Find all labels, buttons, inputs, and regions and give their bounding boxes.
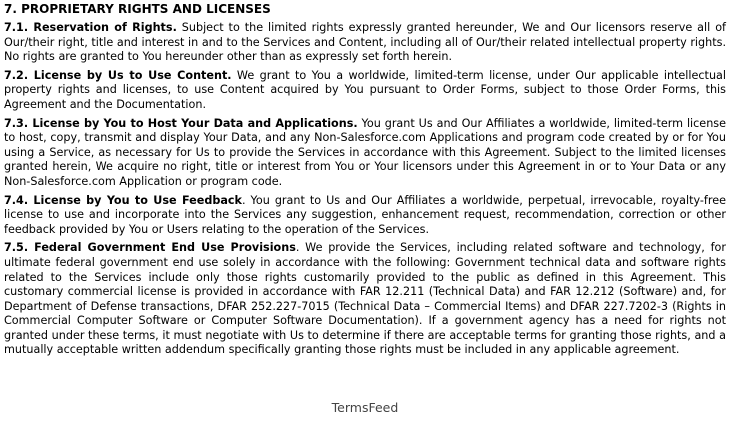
clause-body: We grant to You a worldwide, limited-term license, under Our applicable intellectual property rights and licenses, to use Content acquired by You pursuant to Order Forms, subject to those Order Forms, this Agreement and the Documentation. [4, 68, 726, 111]
clause-heading: 7.2. License by Us to Use Content. [4, 68, 232, 82]
clause-body: Subject to the limited rights expressly granted hereunder, We and Our licensors reserve all of Our/their right, title and interest in and to the Services and Content, including all of Our/their related intellectual property rights. No rights are granted to You hereunder other than as expressly set forth herein. [4, 21, 726, 64]
clause-body: You grant Us and Our Affiliates a worldwide, limited-term license to host, copy, transmit and display Your Data, and any Non-Salesforce.com Applications and program code created by or for You using a Service, as necessary for Us to provide the Services in accordance with this Agreement. Subject to the limited licenses granted herein, We acquire no right, title or interest from You or Your licensors under this Agreement in or to Your Data or any Non-Salesforce.com Application or program code. [4, 116, 726, 188]
clause-license-host-data [4, 117, 726, 190]
clause-heading: 7.1. Reservation of Rights. [4, 21, 177, 34]
clause-license-use-content [4, 69, 726, 113]
clause-body: . We provide the Services, including related software and technology, for ultimate federal government end use solely in accordance with the following: Government technical data and software rights related to the Services include only those rights customarily provided to the public as defined in this Agreement. This customary commercial license is provided in accordance with FAR 12.211 (Technical Data) and FAR 12.212 (Software) and, for Department of Defense transactions, DFAR 252.227-7015 (Technical Data – Commercial Items) and DFAR 227.7202-3 (Rights in Commercial Computer Software or Computer Software Documentation). If a government agency has a need for rights not granted under these terms, it must negotiate with Us to determine if there are acceptable terms for granting those rights, and a mutually acceptable written addendum specifically granting those rights must be included in any applicable agreement. [4, 241, 726, 357]
section-title: 7. PROPRIETARY RIGHTS AND LICENSES [4, 2, 271, 16]
clause-body: . You grant to Us and Our Affiliates a worldwide, perpetual, irrevocable, royalty-free license to use and incorporate into the Services any suggestion, enhancement request, recommendation, correction or other feedback provided by You or Users relating to the operation of the Services. [4, 193, 726, 236]
clause-heading: 7.5. Federal Government End Use Provisions [4, 241, 296, 255]
clause-reservation-of-rights [4, 21, 726, 65]
clause-heading: 7.4. License by You to Use Feedback [4, 193, 242, 207]
footer-watermark: TermsFeed [331, 400, 399, 415]
clause-federal-government [4, 241, 726, 358]
clause-license-feedback [4, 194, 726, 238]
clause-heading: 7.3. License by You to Host Your Data and Applications. [4, 116, 358, 130]
document-body [4, 2, 726, 362]
